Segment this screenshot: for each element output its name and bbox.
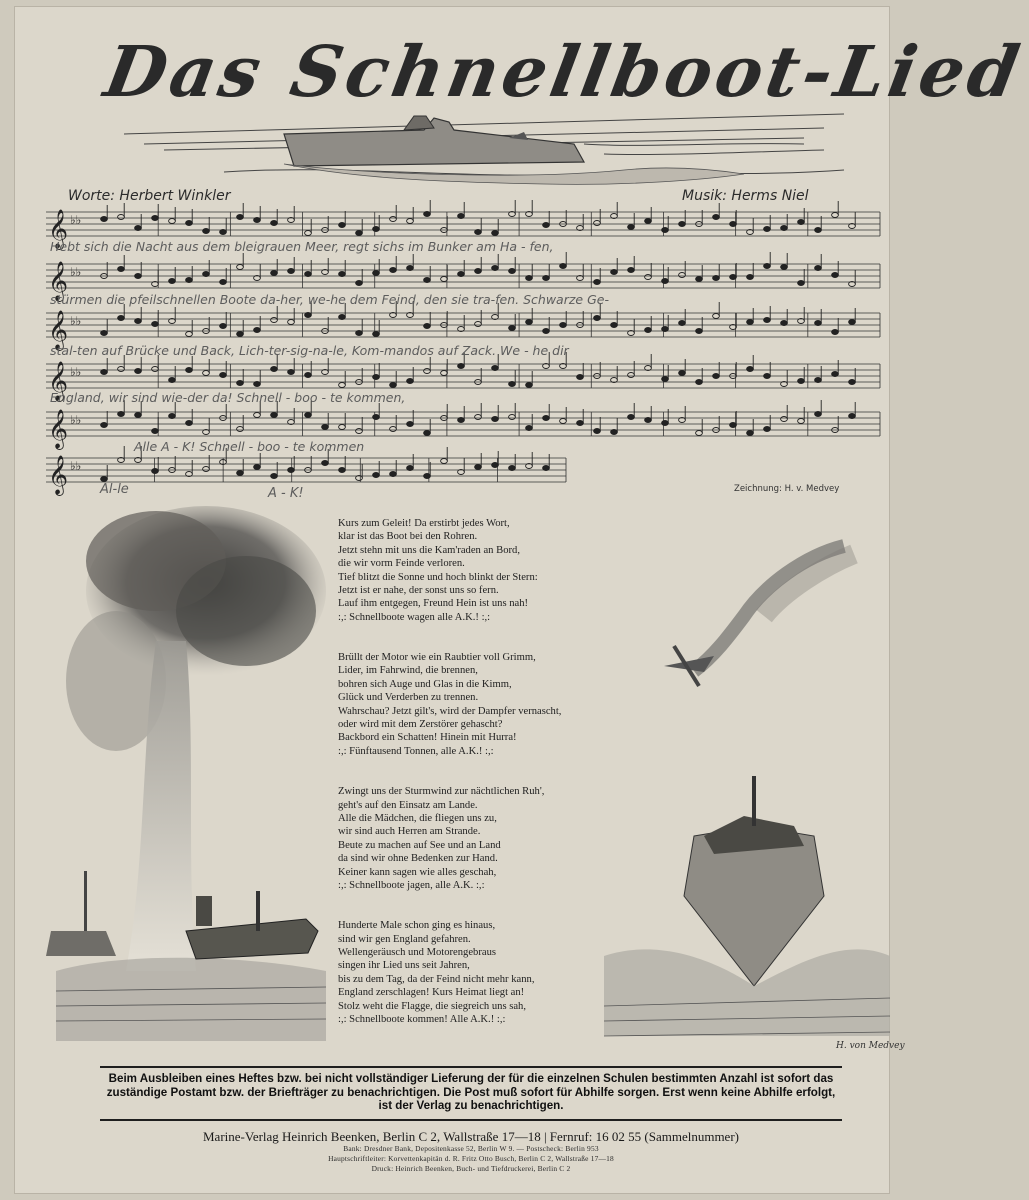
lyric-line-5: Alle A - K! Schnell - boo - te kommen [134, 439, 365, 454]
svg-text:♭♭: ♭♭ [70, 213, 82, 227]
svg-text:♭♭: ♭♭ [70, 314, 82, 328]
verse-line: bohren sich Auge und Glas in die Kimm, [338, 678, 512, 690]
magazine-page [14, 6, 1029, 1194]
svg-text:𝄞: 𝄞 [48, 310, 69, 350]
verse-line: Lider, im Fahrwind, die brennen, [338, 665, 478, 677]
svg-text:♭♭: ♭♭ [70, 459, 82, 473]
verse-line: :,: Schnellboote kommen! Alle A.K.! :,: [338, 1013, 506, 1025]
svg-text:𝄞: 𝄞 [48, 209, 69, 249]
verse-line: bis zu dem Tag, da der Feind nicht mehr kann, [338, 973, 535, 985]
verse-line: Backbord ein Schatten! Hinein mit Hurra! [338, 732, 517, 744]
music-credit: Musik: Herms Niel [682, 188, 809, 204]
refrain-ak: A - K! [268, 486, 304, 501]
svg-text:𝄞: 𝄞 [48, 455, 69, 495]
verse-line: Keiner kann sagen wie alles geschah, [338, 866, 497, 878]
verse-line: klar ist das Boot bei den Rohren. [338, 531, 478, 543]
svg-text:♭♭: ♭♭ [70, 413, 82, 427]
song-title: Das Schnellboot-Lied [98, 30, 1029, 113]
verse-line: oder wird mit dem Zerstörer gehascht? [338, 719, 503, 731]
verse-1 [338, 517, 638, 624]
svg-text:♭♭: ♭♭ [70, 365, 82, 379]
lyric-line-3: stal-ten auf Brücke und Back, Lich-ter-sig-na-le, Kom-mandos auf Zack. We - he dir [50, 343, 569, 358]
verse-line: Lauf ihm entgegen, Freund Hein ist uns nah! [338, 598, 529, 610]
verse-line: Tief blitzt die Sonne und hoch blinkt der Stern: [338, 571, 538, 583]
verse-line: sind wir gen England gefahren. [338, 933, 471, 945]
verse-line: Wellengeräusch und Motorengebraus [338, 946, 497, 958]
verse-line: singen ihr Lied uns seit Jahren, [338, 960, 470, 972]
verse-line: Stolz weht die Flagge, die siegreich uns sah, [338, 1000, 526, 1012]
divider-top [100, 1066, 842, 1068]
imprint-editor: Hauptschriftleiter: Korvettenkapitän d. R. Fritz Otto Busch, Berlin C 2, Wallstraße 17—18 [328, 1154, 614, 1163]
divider-bottom [100, 1119, 842, 1121]
artist-signature: H. von Medvey [836, 1041, 905, 1051]
music-staff-3 [46, 305, 880, 350]
verse-line: geht's auf den Einsatz am Lande. [338, 799, 478, 811]
verse-line: Jetzt stehn mit uns die Kam'raden an Bord, [338, 544, 520, 556]
verse-line: :,: Fünftausend Tonnen, alle A.K.! :,: [338, 745, 494, 757]
verse-line: Hunderte Male schon ging es hinaus, [338, 920, 496, 932]
svg-text:𝄞: 𝄞 [48, 261, 69, 301]
delivery-notice: Beim Ausbleiben eines Heftes bzw. bei nicht vollständiger Lieferung der für die einzelnen Schulen bestimmten Anzahl ist sofort das zuständige Postamt bzw. der Briefträger zu benachrichtigen. Die Post muß sofort für Abhilfe sorgen. Erst wenn keine Abhilfe erfolgt, ist der Verlag zu benachrichtigen. [106, 1072, 836, 1113]
imprint-print: Druck: Heinrich Beenken, Buch- und Tiefdruckerei, Berlin C 2 [371, 1164, 571, 1173]
svg-text:𝄞: 𝄞 [48, 361, 69, 401]
verse-3 [338, 785, 638, 892]
verse-line: Beute zu machen auf See und an Land [338, 839, 501, 851]
verse-line: Alle die Mädchen, die fliegen uns zu, [338, 812, 497, 824]
song-verses [338, 517, 638, 1053]
verse-line: Brüllt der Motor wie ein Raubtier voll Grimm, [338, 652, 536, 664]
verse-line: die wir vorm Feinde verloren. [338, 558, 465, 570]
verse-line: wir sind auch Herren am Strande. [338, 826, 481, 838]
verse-line: :,: Schnellboote jagen, alle A.K. :,: [338, 879, 485, 891]
words-credit: Worte: Herbert Winkler [68, 188, 231, 204]
svg-text:𝄞: 𝄞 [48, 409, 69, 449]
verse-line: Jetzt ist er nahe, der sonst uns so fern. [338, 585, 499, 597]
verse-line: Zwingt uns der Sturmwind zur nächtlichen Ruh', [338, 786, 545, 798]
verse-line: Kurs zum Geleit! Da erstirbt jedes Wort, [338, 518, 510, 529]
verse-4 [338, 919, 638, 1026]
lyric-line-2: stürmen die pfeilschnellen Boote da-her, we-he dem Feind, den sie tra-fen. Schwarze Ge- [50, 292, 609, 307]
lyric-line-4: England, wir sind wie-der da! Schnell - boo - te kommen, [50, 390, 406, 405]
verse-line: Wahrschau? Jetzt gilt's, wird der Dampfer vernascht, [338, 705, 562, 717]
verse-line: Glück und Verderben zu trennen. [338, 692, 479, 704]
verse-line: da sind wir ohne Bedenken zur Hand. [338, 853, 498, 865]
speedboat-and-plane-illustration [604, 536, 905, 1056]
publisher-line: Marine-Verlag Heinrich Beenken, Berlin C 2, Wallstraße 17—18 | Fernruf: 16 02 55 (Sammelnummer) [203, 1129, 739, 1144]
verse-2 [338, 651, 638, 758]
verse-line: :,: Schnellboote wagen alle A.K.! :,: [338, 611, 491, 623]
refrain-alle: Al-le [100, 482, 129, 497]
svg-text:♭♭: ♭♭ [70, 265, 82, 279]
drawing-credit: Zeichnung: H. v. Medvey [734, 484, 840, 494]
imprint-bank: Bank: Dresdner Bank, Depositenkasse 52, Berlin W 9. — Postscheck: Berlin 953 [343, 1144, 599, 1153]
explosion-illustration [46, 501, 336, 1046]
lyric-line-1: Hebt sich die Nacht aus dem bleigrauen Meer, regt sichs im Bunker am Ha - fen, [50, 239, 554, 254]
verse-line: England zerschlagen! Kurs Heimat liegt an! [338, 987, 525, 999]
